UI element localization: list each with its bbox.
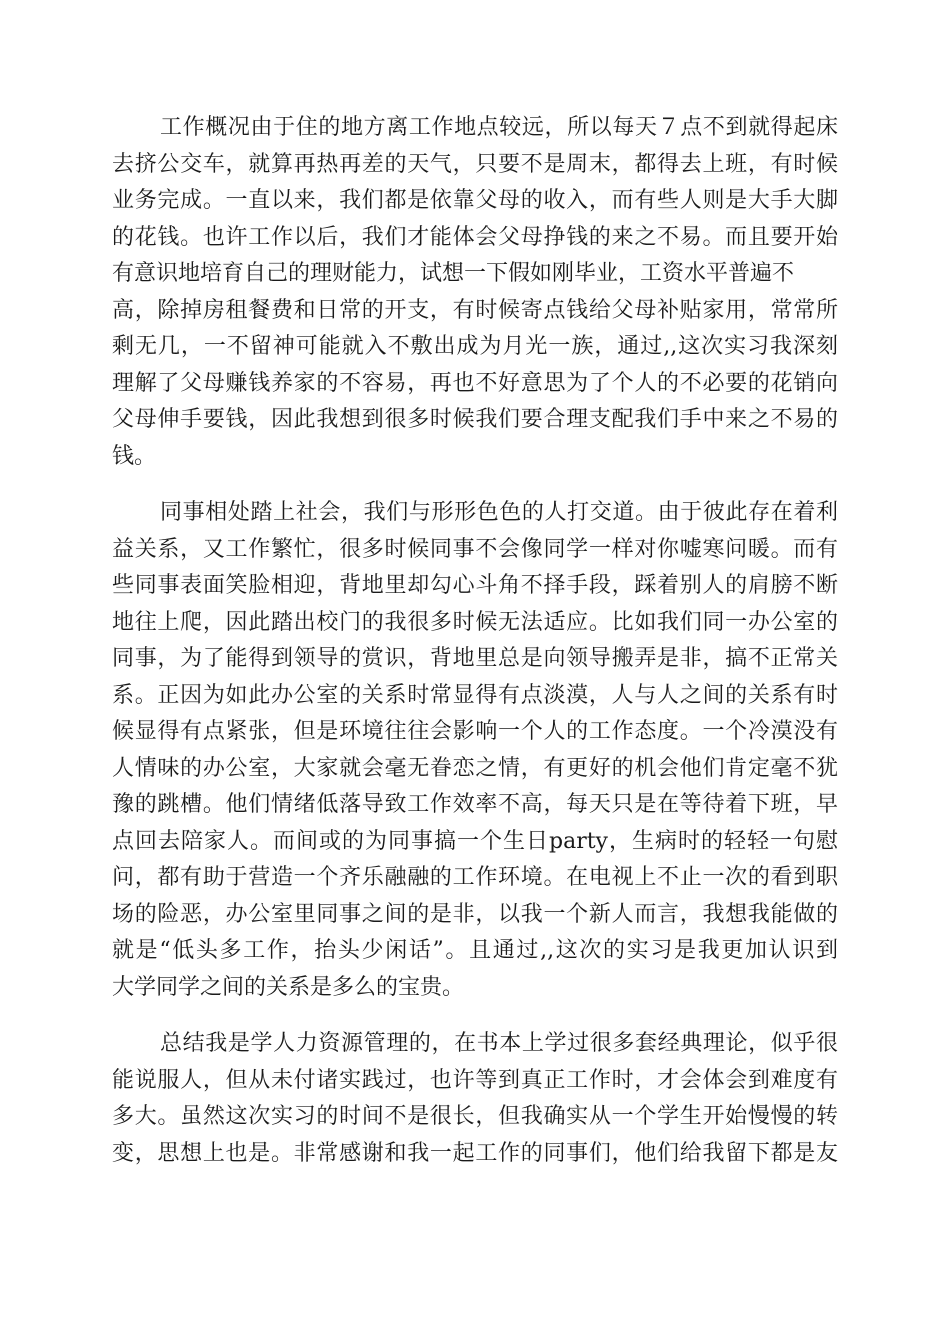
text-line: 理解了父母赚钱养家的不容易，再也不好意思为了个人的不必要的花销向: [112, 370, 838, 396]
text-line: 父母伸手要钱，因此我想到很多时候我们要合理支配我们手中来之不易的: [112, 407, 838, 432]
text-line: 点回去陪家人。而间或的为同事搞一个生日party，生病时的轻轻一句慰: [112, 828, 838, 854]
text-line: 多大。虽然这次实习的时间不是很长，但我确实从一个学生开始慢慢的转: [112, 1104, 838, 1129]
text-line: 益关系，又工作繁忙，很多时候同事不会像同学一样对你嘘寒问暖。而有: [112, 536, 838, 562]
text-line: 工作概况由于住的地方离工作地点较远，所以每天７点不到就得起床: [160, 115, 838, 140]
text-line: 变，思想上也是。非常感谢和我一起工作的同事们，他们给我留下都是友: [112, 1140, 838, 1166]
text-line: 大学同学之间的关系是多么的宝贵。: [112, 974, 465, 1000]
text-line: 同事相处踏上社会，我们与形形色色的人打交道。由于彼此存在着利: [160, 500, 838, 525]
text-line: 钱。: [112, 443, 157, 469]
text-line: 高，除掉房租餐费和日常的开支，有时候寄点钱给父母补贴家用，常常所: [112, 297, 838, 323]
paragraph-work-overview: [112, 110, 838, 475]
text-line: 地往上爬，因此踏出校门的我很多时候无法适应。比如我们同一办公室的: [112, 609, 838, 635]
text-line: 同事，为了能得到领导的赏识，背地里总是向领导搬弄是非，搞不正常关: [112, 646, 838, 671]
text-line: 些同事表面笑脸相迎，背地里却勾心斗角不择手段，踩着别人的肩膀不断: [112, 573, 838, 598]
paragraph-colleagues: [112, 495, 838, 1006]
text-line: 能说服人，但从未付诸实践过，也许等到真正工作时，才会体会到难度有: [112, 1067, 838, 1093]
text-line: 候显得有点紧张，但是环境往往会影响一个人的工作态度。一个冷漠没有: [112, 719, 838, 744]
text-line: 系。正因为如此办公室的关系时常显得有点淡漠，人与人之间的关系有时: [112, 682, 838, 708]
text-line: 就是“低头多工作，抬头少闲话”。且通过,,这次的实习是我更加认识到: [112, 938, 838, 963]
paragraph-summary: [112, 1026, 838, 1172]
text-line: 问，都有助于营造一个齐乐融融的工作环境。在电视上不止一次的看到职: [112, 865, 838, 890]
text-line: 豫的跳槽。他们情绪低落导致工作效率不高，每天只是在等待着下班，早: [112, 792, 838, 817]
text-line: 业务完成。一直以来，我们都是依靠父母的收入，而有些人则是大手大脚: [112, 188, 838, 213]
text-line: 剩无几，一不留神可能就入不敷出成为月光一族，通过,,这次实习我深刻: [112, 334, 838, 359]
document-page: [112, 110, 838, 1192]
text-line: 去挤公交车，就算再热再差的天气，只要不是周末，都得去上班，有时候: [112, 151, 838, 177]
text-line: 人情味的办公室，大家就会毫无眷恋之情，有更好的机会他们肯定毫不犹: [112, 755, 838, 781]
text-line: 有意识地培育自己的理财能力，试想一下假如刚毕业，工资水平普遍不: [112, 261, 795, 286]
text-line: 场的险恶，办公室里同事之间的是非，以我一个新人而言，我想我能做的: [112, 901, 838, 927]
text-line: 的花钱。也许工作以后，我们才能体会父母挣钱的来之不易。而且要开始: [112, 224, 838, 250]
text-line: 总结我是学人力资源管理的，在书本上学过很多套经典理论，似乎很: [160, 1031, 838, 1056]
